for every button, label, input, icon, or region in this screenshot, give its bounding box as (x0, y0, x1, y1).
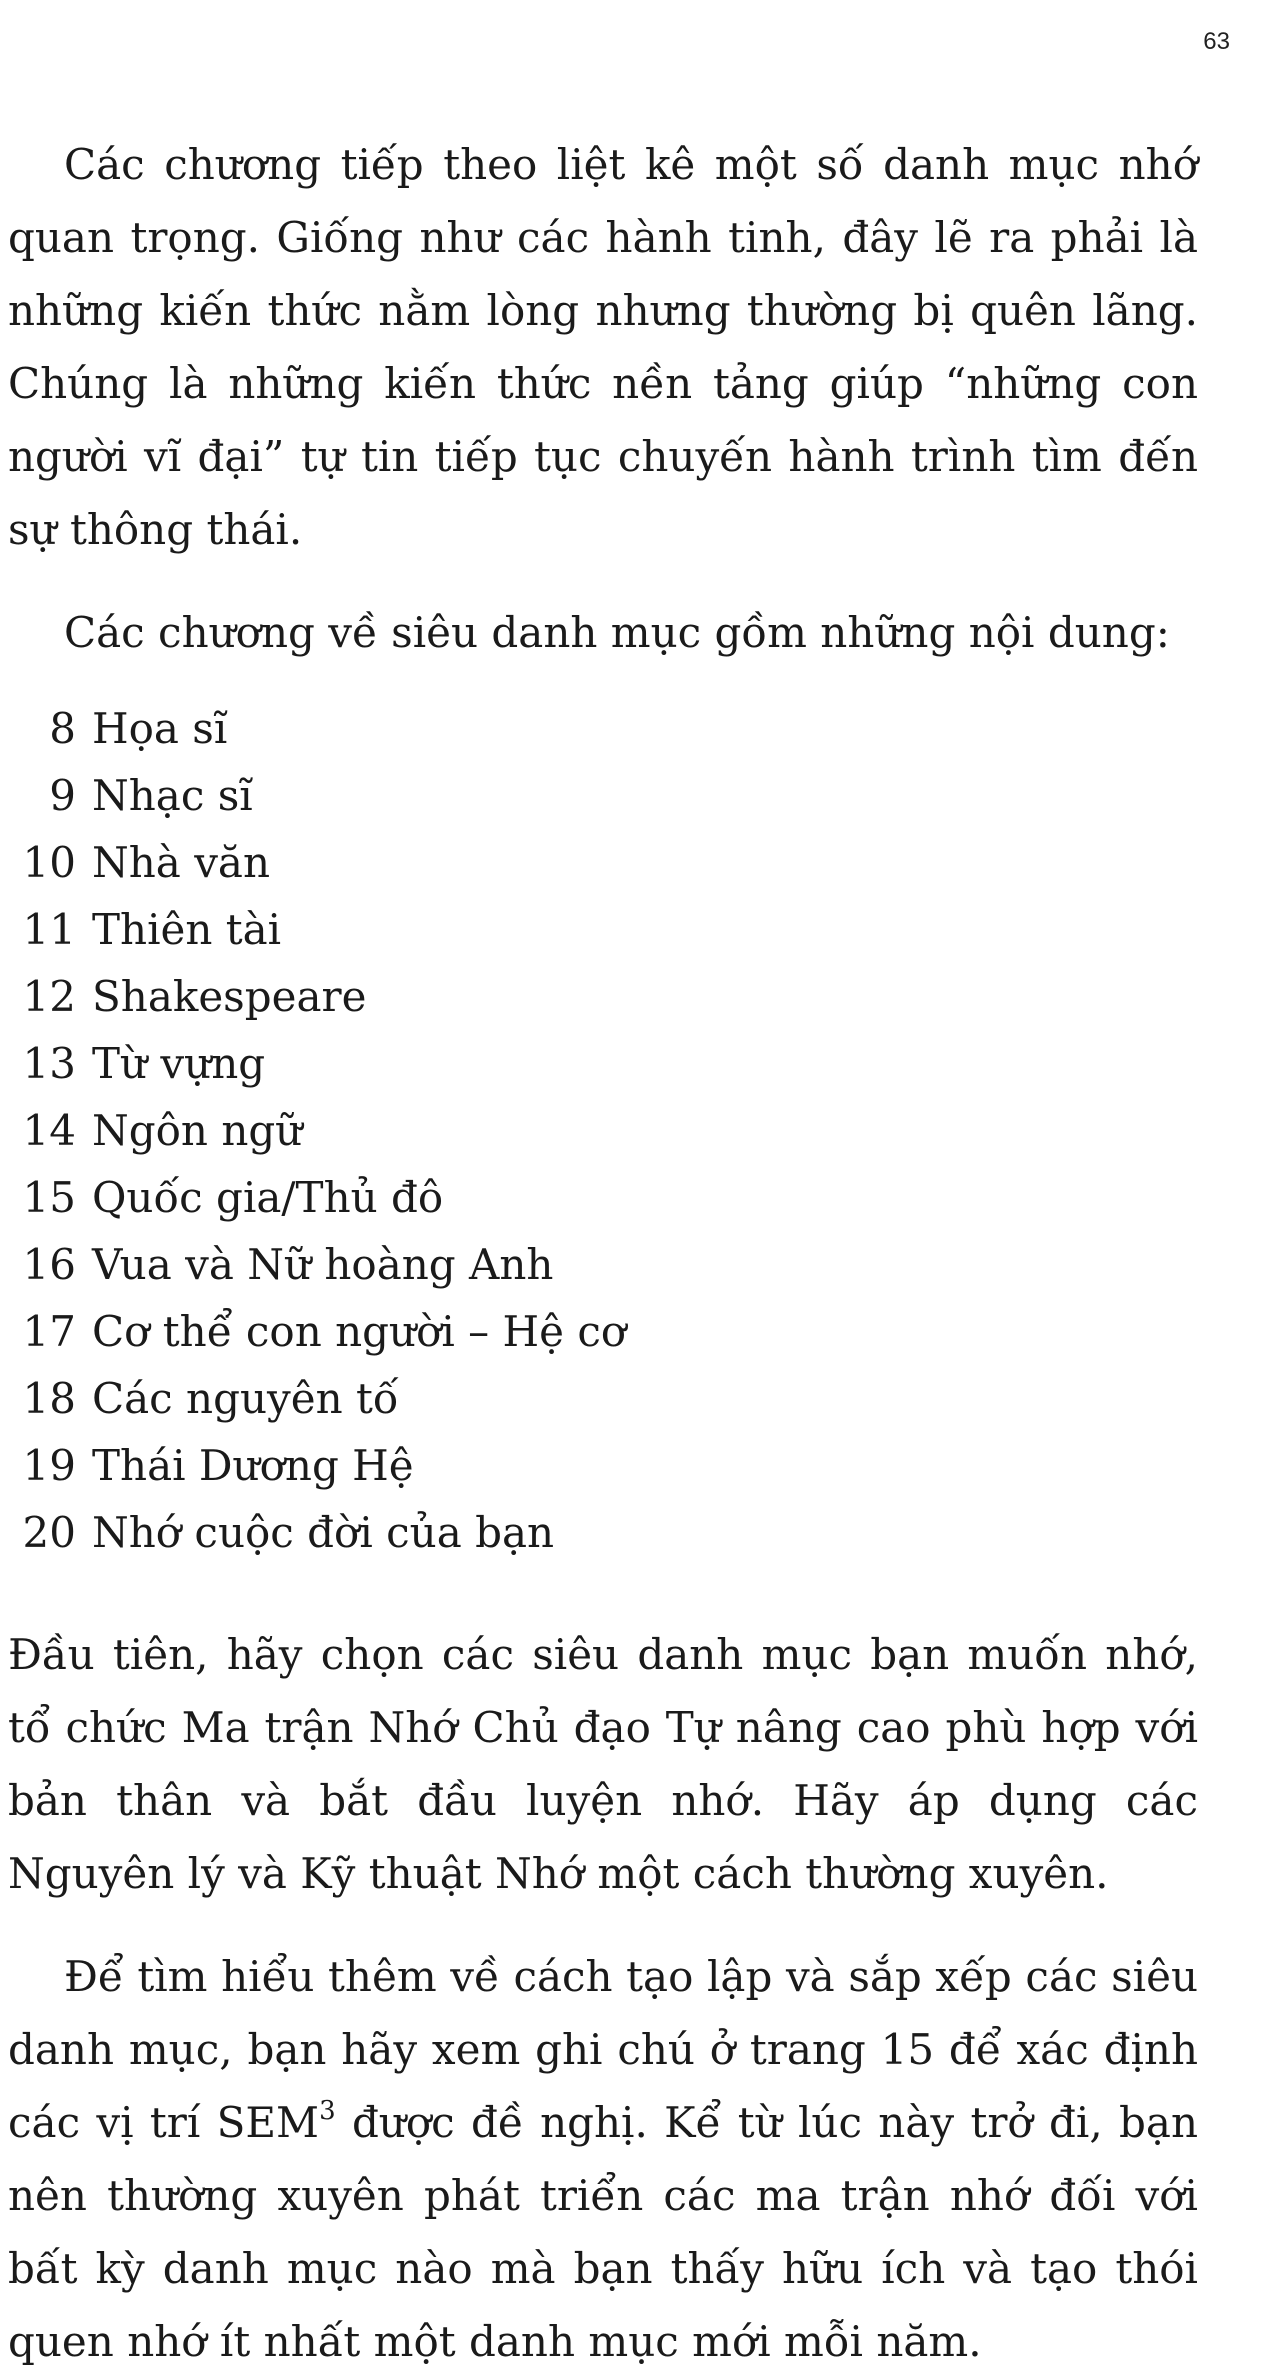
paragraph-text-start: Để tìm hiểu thêm về cách tạo lập và sắp xếp các siêu danh mục, bạn hãy xem ghi chú ở trang 15 để xác định các vị trí SEM (8, 1952, 1198, 2147)
chapter-list (8, 695, 1198, 1566)
list-item (8, 1097, 1198, 1164)
chapter-title: Nhớ cuộc đời của bạn (92, 1508, 555, 1557)
chapter-title: Ngôn ngữ (92, 1106, 303, 1155)
chapter-title: Quốc gia/Thủ đô (92, 1173, 444, 1222)
paragraph-text-end: được đề nghị. Kể từ lúc này trở đi, bạn nên thường xuyên phát triển các ma trận nhớ đối với bất kỳ danh mục nào mà bạn thấy hữu ích và tạo thói quen nhớ ít nhất một danh mục mới mỗi năm. (8, 2098, 1198, 2366)
chapter-title: Các nguyên tố (92, 1374, 399, 1423)
list-item (8, 1030, 1198, 1097)
list-item (8, 963, 1198, 1030)
page-body (8, 128, 1198, 2378)
list-item (8, 1499, 1198, 1566)
chapter-number: 16 (22, 1240, 76, 1289)
chapter-number: 10 (22, 838, 76, 887)
chapter-title: Nhà văn (92, 838, 271, 887)
list-item (8, 1164, 1198, 1231)
chapter-title: Thiên tài (92, 905, 282, 954)
paragraph-sem-locations (8, 1940, 1198, 2378)
list-item (8, 1432, 1198, 1499)
chapter-number: 14 (22, 1106, 76, 1155)
page-number: 63 (1203, 28, 1230, 55)
chapter-title: Từ vựng (92, 1039, 266, 1088)
chapter-number: 19 (22, 1441, 76, 1490)
chapter-title: Họa sĩ (92, 704, 228, 753)
chapter-number: 13 (22, 1039, 76, 1088)
chapter-title: Nhạc sĩ (92, 771, 253, 820)
chapter-number: 20 (22, 1508, 76, 1557)
list-item (8, 762, 1198, 829)
chapter-title: Thái Dương Hệ (92, 1441, 414, 1490)
list-item (8, 829, 1198, 896)
chapter-number: 15 (22, 1173, 76, 1222)
chapter-number: 17 (22, 1307, 76, 1356)
list-item (8, 1298, 1198, 1365)
list-item (8, 695, 1198, 762)
list-item (8, 896, 1198, 963)
intro-paragraph: Các chương tiếp theo liệt kê một số danh mục nhớ quan trọng. Giống như các hành tinh, đây lẽ ra phải là những kiến thức nằm lòng nhưng thường bị quên lãng. Chúng là những kiến thức nền tảng giúp “những con người vĩ đại” tự tin tiếp tục chuyến hành trình tìm đến sự thông thái. (8, 140, 1198, 554)
chapter-number: 11 (22, 905, 76, 954)
chapter-number: 18 (22, 1374, 76, 1423)
paragraph-select-categories: Đầu tiên, hãy chọn các siêu danh mục bạn muốn nhớ, tổ chức Ma trận Nhớ Chủ đạo Tự nâng cao phù hợp với bản thân và bắt đầu luyện nhớ. Hãy áp dụng các Nguyên lý và Kỹ thuật Nhớ một cách thường xuyên. (8, 1630, 1198, 1898)
chapter-number: 12 (22, 972, 76, 1021)
list-item (8, 1231, 1198, 1298)
list-item (8, 1365, 1198, 1432)
chapter-number: 8 (49, 704, 76, 753)
list-intro: Các chương về siêu danh mục gồm những nội dung: (64, 608, 1170, 657)
chapter-title: Shakespeare (92, 972, 367, 1021)
footnote-superscript: 3 (319, 2096, 336, 2126)
chapter-title: Vua và Nữ hoàng Anh (92, 1240, 554, 1289)
chapter-number: 9 (49, 771, 76, 820)
chapter-title: Cơ thể con người – Hệ cơ (92, 1307, 627, 1356)
